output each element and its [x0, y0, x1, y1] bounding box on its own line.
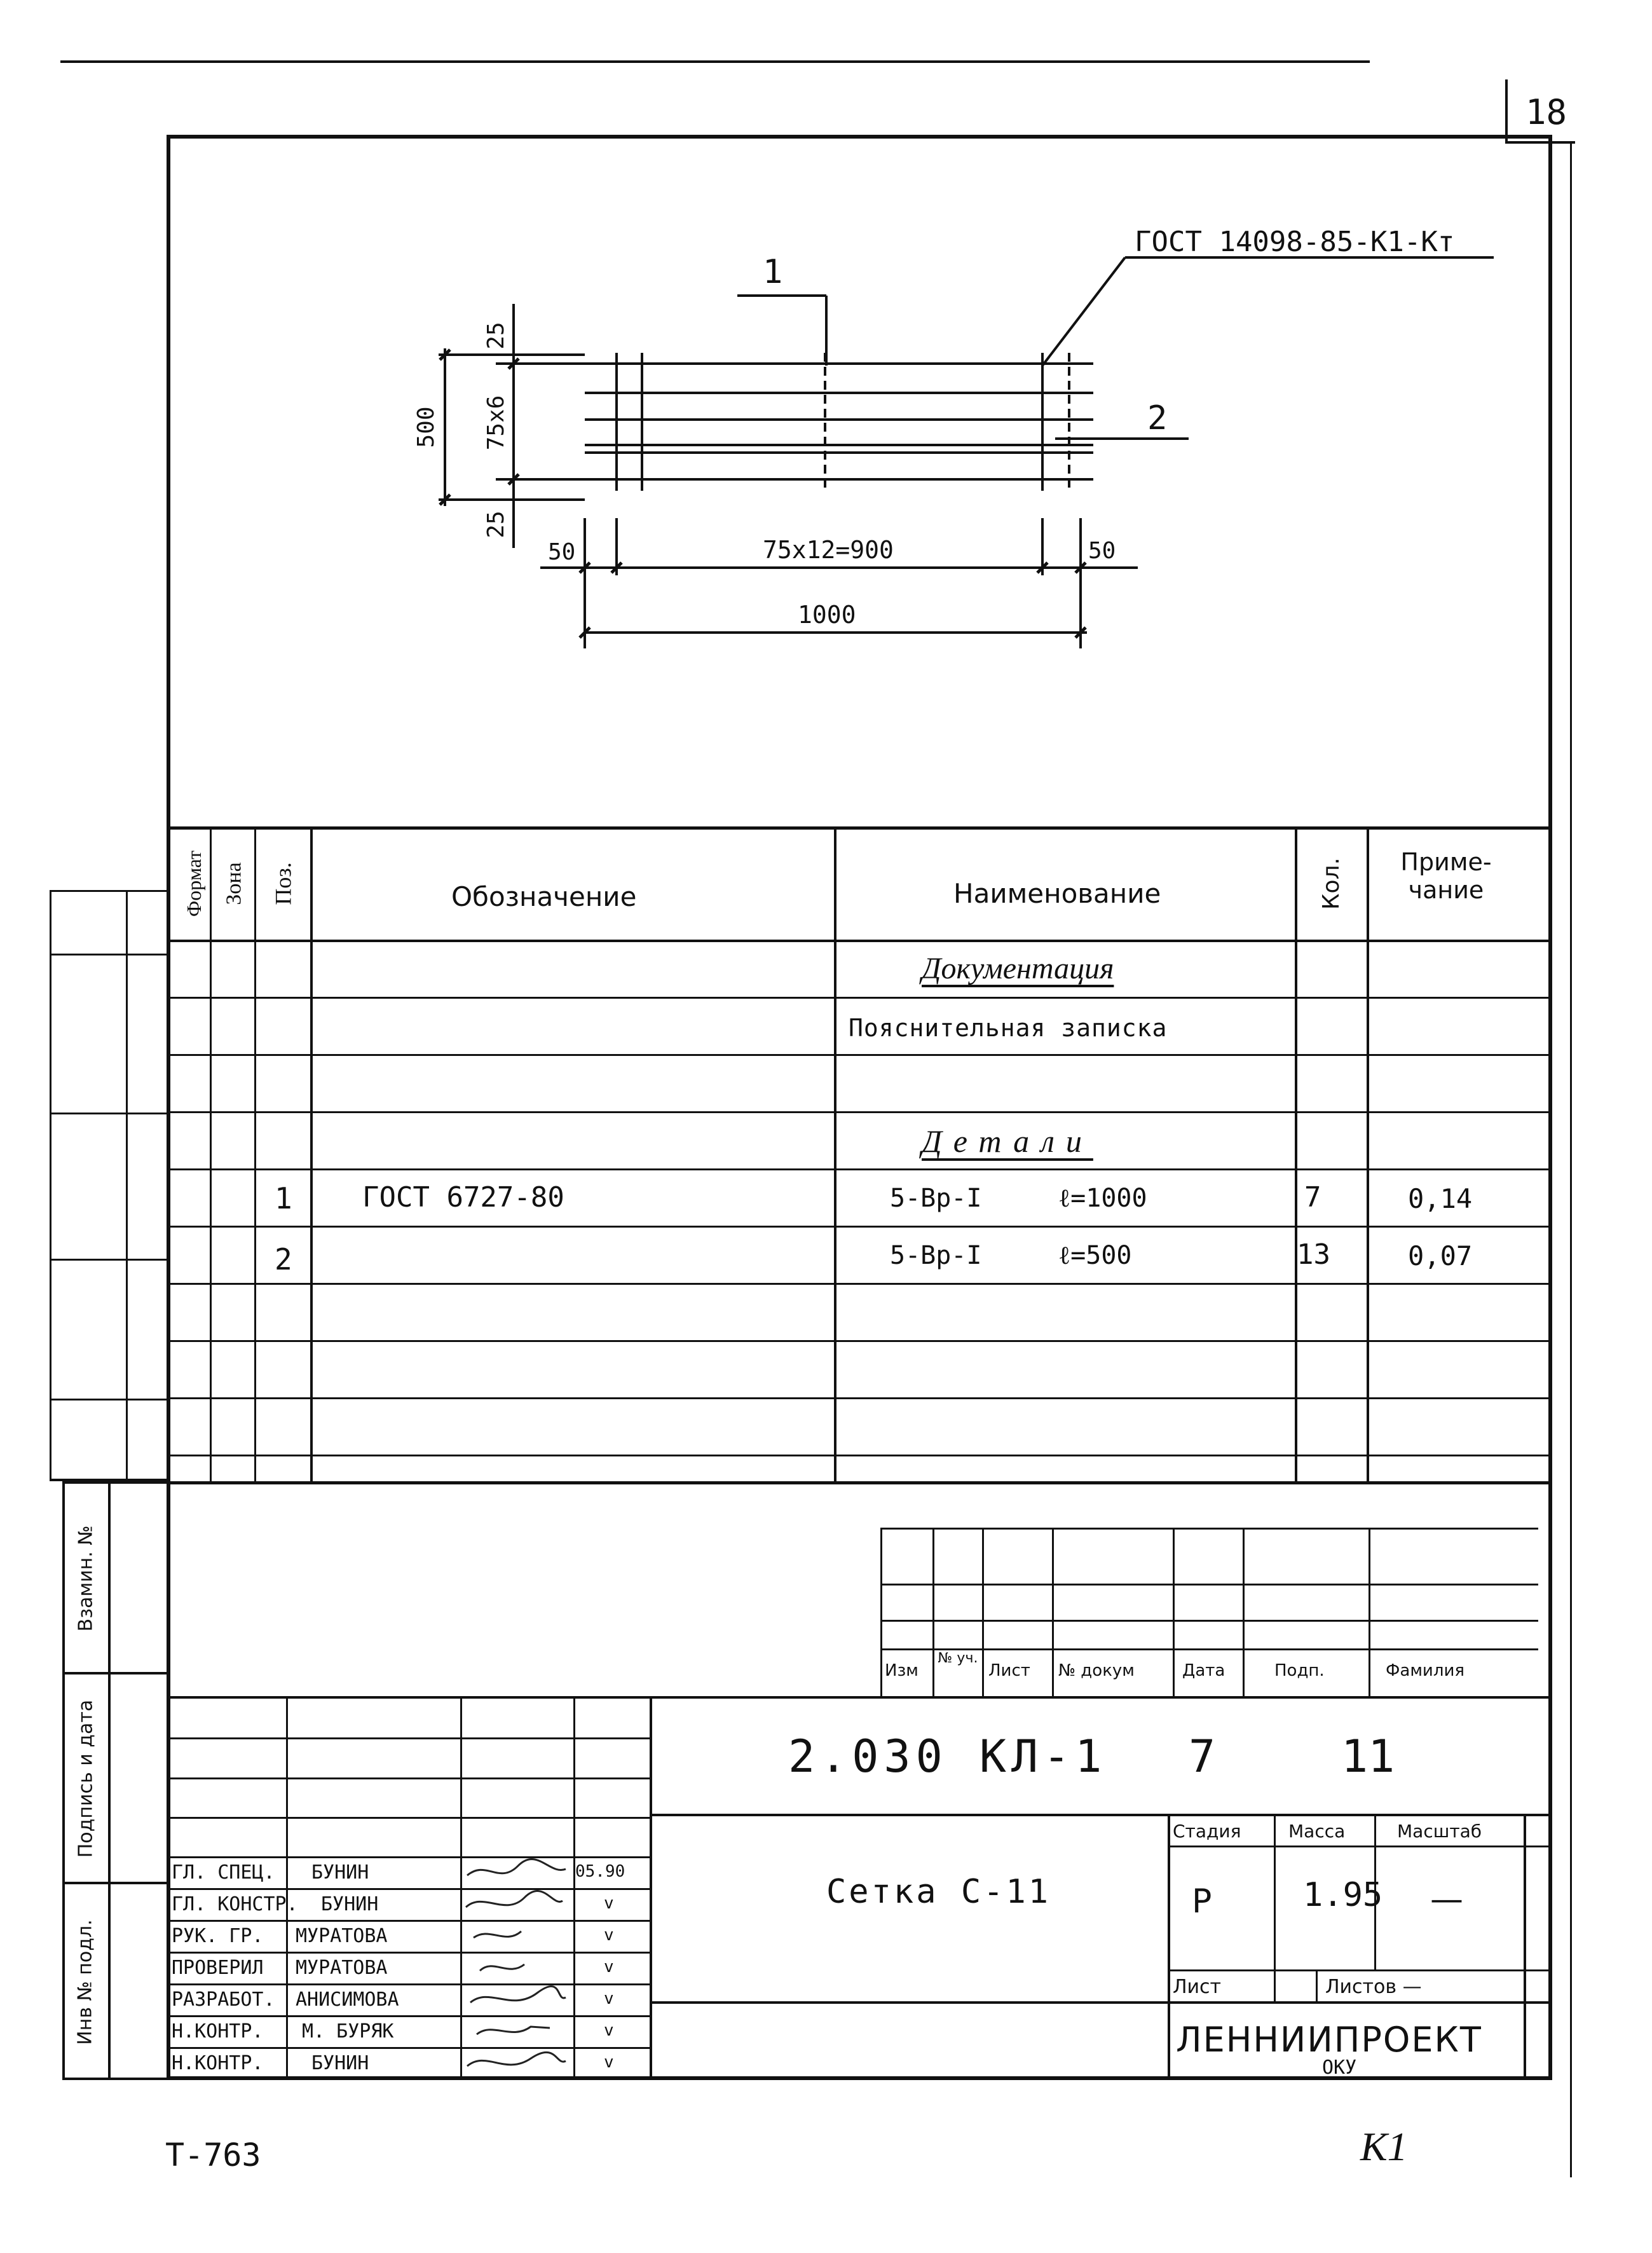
- stamp-sign-date: Подпись и дата: [74, 1699, 97, 1858]
- sign-name: МУРАТОВА: [296, 1925, 388, 1947]
- sign-role: РАЗРАБОТ.: [172, 1989, 275, 2011]
- row1-qty: 7: [1304, 1181, 1321, 1214]
- rev-header-sign: Подп.: [1274, 1661, 1325, 1680]
- sign-role: Н.КОНТР.: [172, 2020, 264, 2043]
- header-note: Приме-чание: [1400, 848, 1492, 904]
- row2-length: ℓ=500: [1058, 1241, 1132, 1270]
- organization-sub: ОКУ: [1322, 2057, 1357, 2079]
- section-documentation: Документация: [922, 952, 1114, 985]
- dim-mesh-v: 75х6: [483, 395, 509, 451]
- section-callout-1: 1: [763, 253, 783, 291]
- rev-header-date: Дата: [1182, 1661, 1225, 1680]
- sign-date: v: [604, 1894, 614, 1913]
- sign-date: v: [604, 1957, 614, 1976]
- row2-name: 5-Вр-I: [890, 1241, 982, 1270]
- dim-mesh-h: 75х12=900: [763, 536, 894, 564]
- rev-header-uch: № уч.: [938, 1650, 978, 1666]
- mass-label: Масса: [1288, 1821, 1346, 1842]
- corner-mark: К1: [1360, 2124, 1408, 2169]
- header-pos: Поз.: [271, 862, 296, 905]
- sign-date: v: [604, 2021, 614, 2040]
- sign-name: БУНИН: [321, 1893, 379, 1915]
- scale-value: —: [1430, 1880, 1463, 1919]
- sign-role: РУК. ГР.: [172, 1925, 264, 1947]
- sign-date: v: [604, 1989, 614, 2008]
- doc-title: Сетка С-11: [826, 1873, 1051, 1911]
- left-margin-grid: [50, 890, 167, 1481]
- sign-name: МУРАТОВА: [296, 1957, 388, 1979]
- sign-role: ГЛ. СПЕЦ.: [172, 1861, 275, 1884]
- header-name: Наименование: [953, 878, 1161, 909]
- sign-role: ГЛ. КОНСТР.: [172, 1893, 298, 1915]
- row1-length: ℓ=1000: [1058, 1184, 1147, 1213]
- signature-scribbles: [461, 1856, 572, 2079]
- sign-name: БУНИН: [311, 2052, 369, 2074]
- dim-right: 50: [1088, 538, 1116, 564]
- dim-top: 25: [483, 322, 509, 350]
- sign-role: ПРОВЕРИЛ: [172, 1957, 264, 1979]
- rev-header-doc: № докум: [1058, 1661, 1135, 1680]
- sign-date: 05.90: [575, 1862, 625, 1881]
- sheets-label: Листов —: [1325, 1976, 1422, 1998]
- row1-pos: 1: [275, 1181, 292, 1216]
- dim-height: 500: [413, 406, 439, 448]
- row2-qty: 13: [1297, 1238, 1330, 1271]
- row1-name: 5-Вр-I: [890, 1184, 982, 1213]
- header-format: Формат: [182, 850, 205, 917]
- organization: ЛЕННИИПРОЕКТ: [1176, 2020, 1482, 2060]
- header-designation: Обозначение: [451, 881, 637, 912]
- stage-label: Стадия: [1173, 1821, 1241, 1842]
- mesh-drawing: [0, 0, 1652, 826]
- stage-value: Р: [1192, 1882, 1212, 1921]
- row2-note: 0,07: [1408, 1240, 1473, 1271]
- doc-num1: 7: [1189, 1730, 1216, 1783]
- sign-name: БУНИН: [311, 1861, 369, 1884]
- row1-designation: ГОСТ 6727-80: [362, 1181, 564, 1214]
- form-code: Т-763: [165, 2137, 261, 2174]
- row2-pos: 2: [275, 1242, 292, 1277]
- stamp-inv-no: Инв № подл.: [74, 1919, 97, 2045]
- sheet-label: Лист: [1173, 1976, 1222, 1998]
- dim-total: 1000: [798, 601, 856, 629]
- doc-code: 2.030 КЛ-1: [788, 1730, 1107, 1783]
- doc-num2: 11: [1341, 1730, 1395, 1783]
- dim-bottom: 25: [483, 510, 509, 538]
- mass-value: 1.95: [1303, 1876, 1383, 1914]
- dim-left: 50: [548, 539, 576, 565]
- section-details: Детали: [922, 1123, 1093, 1159]
- sign-name: М. БУРЯК: [302, 2020, 394, 2043]
- sign-date: v: [604, 1926, 614, 1945]
- header-qty: Кол.: [1318, 857, 1344, 910]
- sign-name: АНИСИМОВА: [296, 1989, 399, 2011]
- row1-note: 0,14: [1408, 1183, 1473, 1214]
- rev-header-surname: Фамилия: [1386, 1661, 1464, 1680]
- rev-header-list: Лист: [988, 1661, 1030, 1680]
- leader-label: ГОСТ 14098-85-К1-Кт: [1135, 226, 1455, 258]
- header-zone: Зона: [222, 862, 246, 905]
- stamp-swap-inv: Взамин. №: [74, 1525, 97, 1631]
- scale-label: Масштаб: [1397, 1821, 1482, 1842]
- page-number: 18: [1526, 92, 1567, 132]
- sign-role: Н.КОНТР.: [172, 2052, 264, 2074]
- section-explanatory-note: Пояснительная записка: [849, 1014, 1168, 1042]
- rev-header-izm: Изм: [885, 1661, 918, 1680]
- callout-2: 2: [1147, 399, 1168, 437]
- sign-date: v: [604, 2053, 614, 2072]
